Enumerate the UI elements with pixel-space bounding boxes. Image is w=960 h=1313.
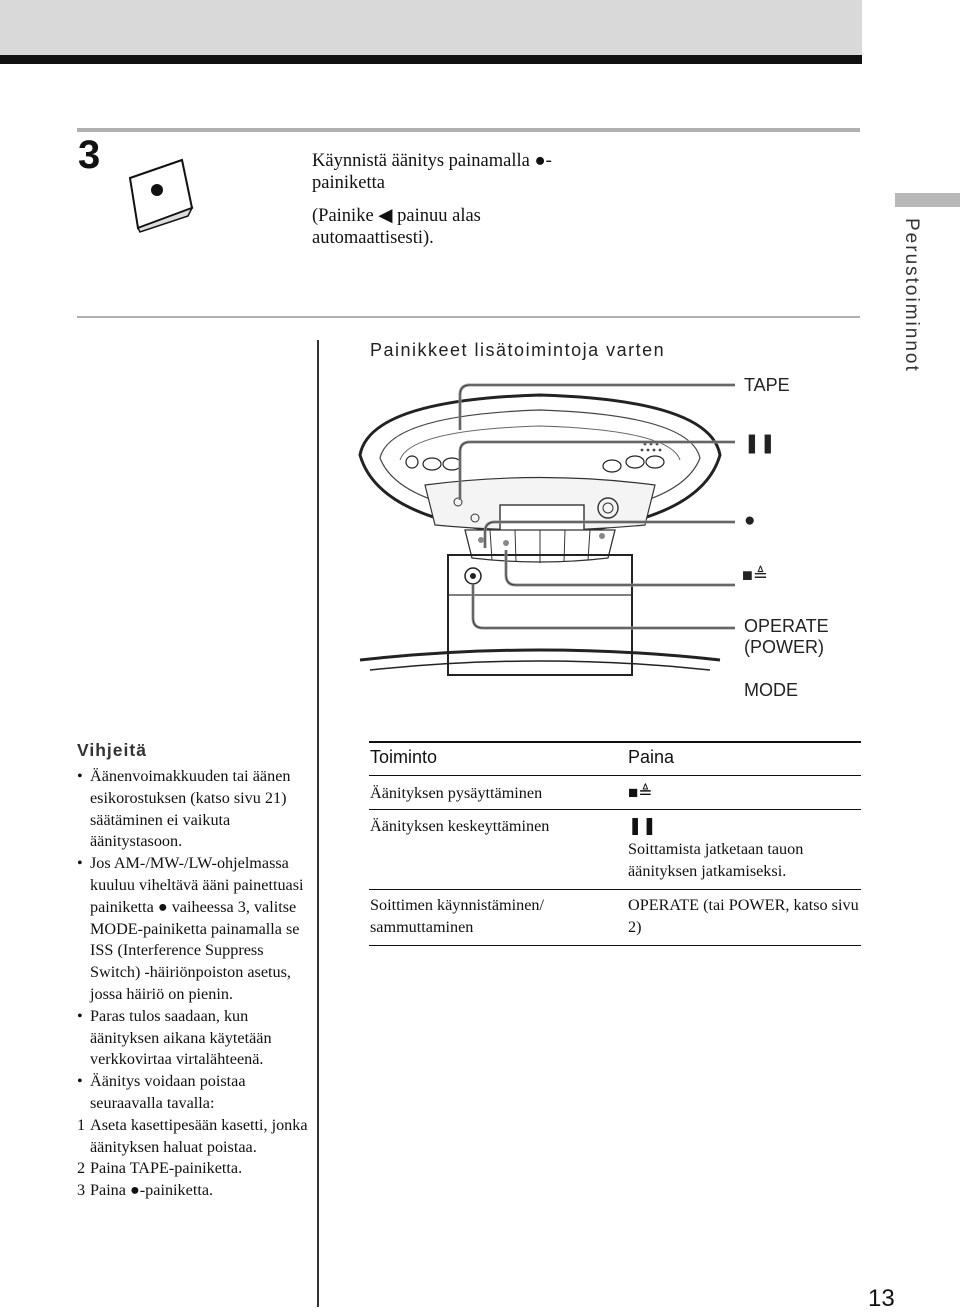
step-rule-top [77, 128, 860, 132]
bullet-icon: • [77, 1072, 83, 1091]
table-cell-press: OPERATE (tai POWER, katso sivu 2) [628, 896, 859, 936]
erase-step-text: Aseta kasettipesään kasetti, jonka äänityksen haluat poistaa. [90, 1115, 308, 1156]
step-instruction-line2: (Painike ◀ painuu alas automaattisesti). [312, 206, 481, 248]
erase-step-text: Paina ●-painiketta. [90, 1181, 214, 1200]
table-rule [369, 889, 861, 890]
table-rule [369, 945, 861, 946]
erase-step [77, 1158, 312, 1180]
bullet-icon: • [77, 854, 83, 873]
tip-text: Äänitys voidaan poistaa seuraavalla tavalla: [90, 1072, 246, 1112]
step-instruction-line1: Käynnistä äänitys painamalla ●-painiketta [312, 151, 552, 193]
tip-item [77, 766, 312, 853]
label-mode: MODE [744, 680, 798, 700]
tip-item [77, 1006, 312, 1071]
label-operate [744, 616, 829, 658]
label-operate-line1: OPERATE [744, 616, 829, 636]
step-number: 3 [78, 133, 101, 177]
table-top-rule [369, 741, 861, 743]
erase-step-text: Paina TAPE-painiketta. [90, 1159, 243, 1178]
table-cell-action: Äänityksen pysäyttäminen [370, 784, 543, 802]
table-rule [369, 809, 861, 810]
label-record-icon: ● [744, 510, 756, 531]
column-divider [317, 340, 319, 1307]
diagram-title: Painikkeet lisätoimintoja varten [370, 340, 666, 360]
label-operate-line2: (POWER) [744, 637, 824, 657]
tip-text: Jos AM-/MW-/LW-ohjelmassa kuuluu viheltävä ääni painettuasi painiketta ● vaiheessa 3, valitse MODE-painiketta painamalla se ISS (Interference Suppress Switch) -häiriönpoiston asetus, jossa häiriö on pienin. [90, 854, 304, 1003]
erase-step [77, 1180, 312, 1202]
tips-body [77, 766, 312, 1202]
table-cell-press: ■≜ [628, 783, 653, 802]
label-tape: TAPE [744, 375, 790, 395]
step-rule-bottom [77, 316, 860, 318]
tip-text: Paras tulos saadaan, kun äänityksen aikana käytetään verkkovirtaa virtalähteenä. [90, 1006, 272, 1069]
cassette-player-diagram [340, 370, 740, 705]
erase-step-number: 3 [77, 1181, 86, 1200]
table-header-action: Toiminto [370, 747, 438, 767]
tip-text: Äänenvoimakkuuden tai äänen esikorostuksen (katso sivu 21) säätäminen ei vaikuta äänitystasoon. [90, 767, 291, 851]
header-band [0, 0, 862, 55]
side-tab-bar [895, 193, 960, 207]
table-header-press: Paina [628, 747, 675, 767]
record-key-icon [126, 158, 198, 238]
tips-title: Vihjeitä [77, 740, 147, 760]
table-cell-note: Soittamista jatketaan tauon äänityksen jatkamiseksi. [628, 840, 804, 880]
page-number: 13 [868, 1285, 895, 1312]
label-pause-icon: ❚❚ [744, 433, 776, 454]
tip-item [77, 1071, 312, 1115]
erase-step-number: 1 [77, 1115, 86, 1134]
table-cell-action: Soittimen käynnistäminen/ sammuttaminen [370, 896, 544, 936]
table-cell-press: ❚❚ [628, 816, 657, 835]
label-stop-eject-icon: ■≜ [742, 565, 768, 585]
erase-step-number: 2 [77, 1159, 86, 1178]
bullet-icon: • [77, 767, 83, 785]
table-rule [369, 775, 861, 776]
step-instruction [312, 150, 572, 260]
side-tab-label: Perustoiminnot [901, 218, 922, 373]
bullet-icon: • [77, 1006, 83, 1025]
header-rule [0, 55, 862, 64]
tip-item [77, 853, 312, 1006]
erase-step [77, 1115, 312, 1159]
table-cell-action: Äänityksen keskeyttäminen [370, 817, 550, 835]
